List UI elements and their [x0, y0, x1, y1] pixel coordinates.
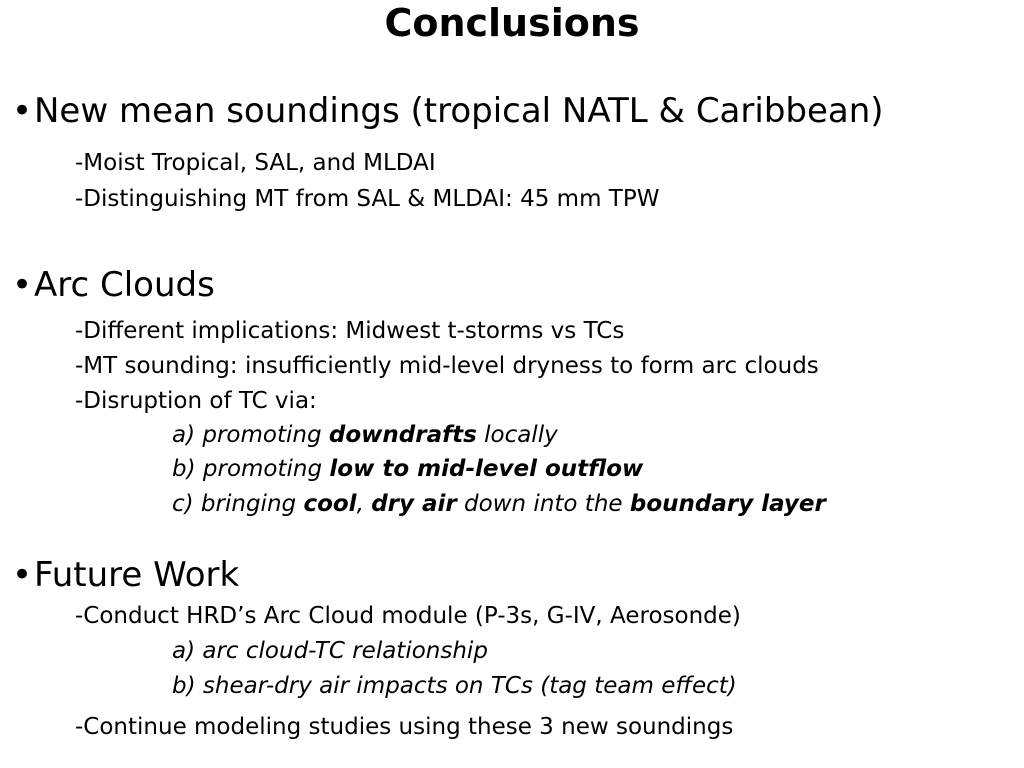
list-item: -Continue modeling studies using these 3 new soundings	[75, 714, 734, 740]
list-item: -Different implications: Midwest t-storms vs TCs	[75, 318, 625, 344]
sub-item-text: c) bringing	[172, 491, 304, 517]
sub-item-text: a) promoting	[172, 422, 329, 448]
slide-title: Conclusions	[384, 1, 640, 45]
list-item: -Disruption of TC via:	[75, 388, 317, 414]
sub-item-emphasis: dry air	[371, 491, 457, 517]
sub-item-text: b) promoting	[172, 456, 330, 482]
heading-text: Arc Clouds	[34, 265, 215, 305]
sub-item-text: down into the	[456, 491, 630, 517]
sub-list-item	[172, 458, 643, 481]
list-item: -Distinguishing MT from SAL & MLDAI: 45 mm TPW	[75, 186, 660, 212]
sub-item-emphasis: boundary layer	[629, 491, 826, 517]
section-heading-arc-clouds	[12, 265, 215, 305]
list-item: -Moist Tropical, SAL, and MLDAI	[75, 150, 436, 176]
sub-list-item	[172, 493, 826, 516]
heading-text: Future Work	[34, 555, 240, 595]
bullet-icon: •	[12, 91, 33, 131]
bullet-icon: •	[12, 265, 33, 305]
sub-item-emphasis: cool	[303, 491, 357, 517]
sub-item-emphasis: low to mid-level outflow	[329, 456, 644, 482]
sub-item-text: locally	[476, 422, 558, 448]
section-heading-future-work	[12, 555, 240, 595]
bullet-icon: •	[12, 555, 33, 595]
list-item: -Conduct HRD’s Arc Cloud module (P-3s, G-IV, Aerosonde)	[75, 603, 741, 629]
section-heading-new-mean-soundings	[12, 91, 884, 131]
list-item: -MT sounding: insufficiently mid-level dryness to form arc clouds	[75, 353, 819, 379]
heading-text: New mean soundings (tropical NATL & Caribbean)	[34, 91, 884, 131]
sub-list-item: b) shear-dry air impacts on TCs (tag team effect)	[172, 673, 737, 699]
sub-list-item	[172, 424, 558, 447]
sub-item-emphasis: downdrafts	[328, 422, 477, 448]
sub-list-item: a) arc cloud-TC relationship	[172, 638, 488, 664]
sub-item-text: ,	[356, 491, 372, 517]
